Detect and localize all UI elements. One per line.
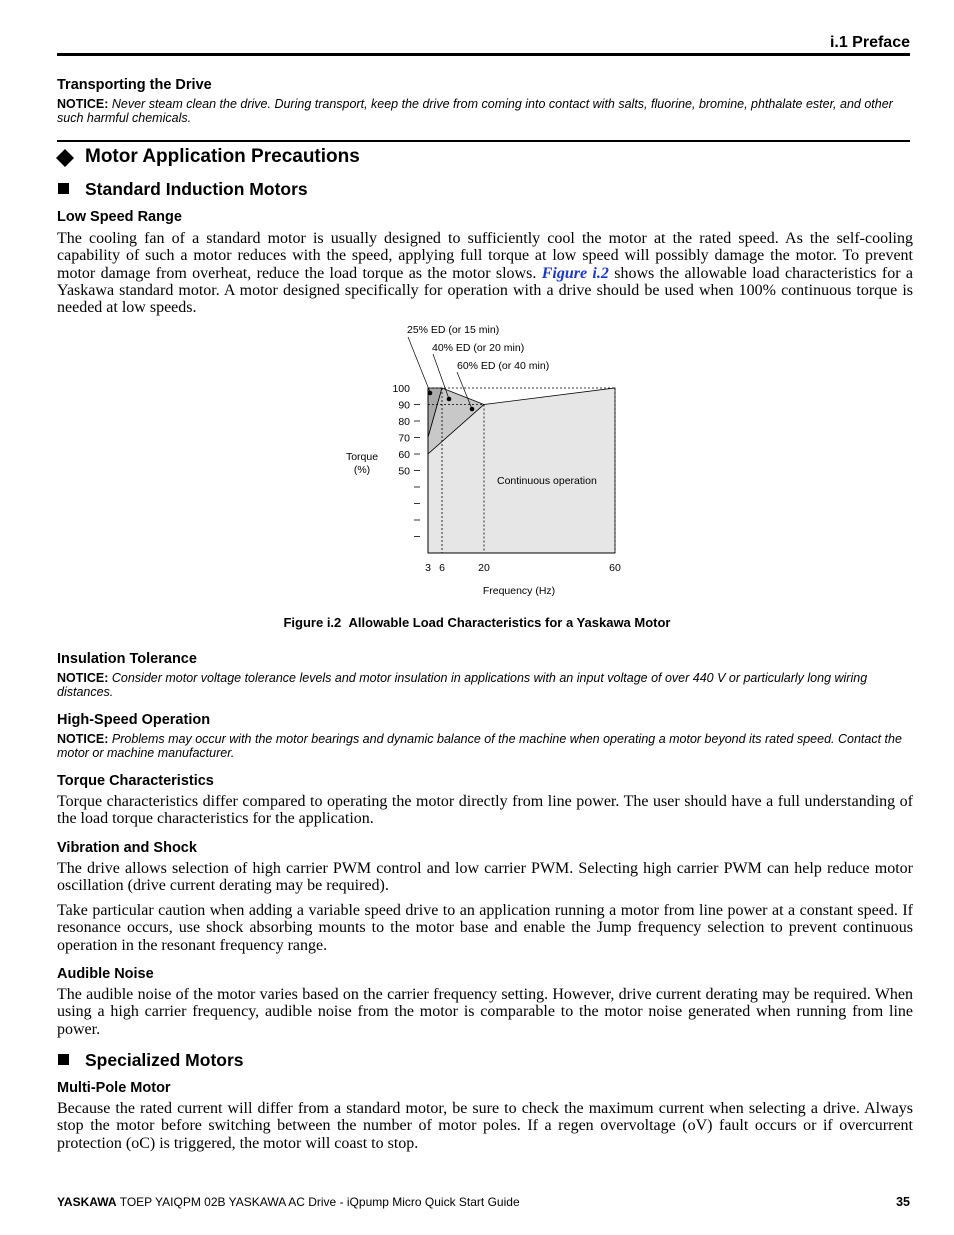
- continuous-label: Continuous operation: [497, 475, 597, 487]
- vibration-heading: Vibration and Shock: [57, 840, 197, 856]
- notice-text: Problems may occur with the motor bearings and dynamic balance of the machine when operating a motor beyond its rated speed. Contact the motor or machine manufacturer.: [57, 732, 902, 760]
- x-tick-label: 60: [609, 562, 621, 574]
- series-label-25: 25% ED (or 15 min): [407, 324, 500, 336]
- y-tick-label: 50: [398, 465, 410, 478]
- subsection-title-2: Specialized Motors: [85, 1050, 244, 1070]
- vibration-paragraph-2: Take particular caution when adding a variable speed drive to an application running a motor from line power at a constant speed. If resonance occurs, use shock absorbing mounts to the motor base and enable the Jump frequency selection to prevent continuous operation in the resonant frequency range.: [57, 902, 913, 954]
- figure-label: Figure i.2: [283, 615, 342, 630]
- footer-doc: TOEP YAIQPM 02B YASKAWA AC Drive - iQpump Micro Quick Start Guide: [119, 1195, 520, 1209]
- y-axis-label-line1: Torque: [345, 451, 379, 463]
- square-bullet-icon: [58, 1054, 69, 1065]
- x-tick-label: 3: [425, 562, 431, 574]
- multipole-heading: Multi-Pole Motor: [57, 1080, 171, 1096]
- figure-caption-text: Allowable Load Characteristics for a Yaskawa Motor: [348, 615, 671, 630]
- y-tick-label: 60: [398, 449, 410, 461]
- marker-60: [470, 407, 475, 412]
- x-tick-label: 20: [478, 562, 490, 574]
- y-tick-label: 70: [398, 432, 410, 445]
- series-label-40: 40% ED (or 20 min): [432, 342, 525, 354]
- section-title: Motor Application Precautions: [85, 146, 360, 167]
- x-ticks: [425, 562, 621, 574]
- audible-heading: Audible Noise: [57, 966, 154, 982]
- notice-label: NOTICE:: [57, 671, 109, 685]
- notice-label: NOTICE:: [57, 732, 109, 746]
- figure-link[interactable]: Figure i.2: [541, 264, 609, 282]
- notice-text: Never steam clean the drive. During transport, keep the drive from coming into contact with salts, fluorine, bromine, phthalate ester, and other such harmful chemicals.: [57, 97, 893, 125]
- torque-paragraph: Torque characteristics differ compared to operating the motor directly from line power. The user should have a full understanding of the load torque characteristics for the application.: [57, 793, 913, 828]
- vibration-paragraph-1: The drive allows selection of high carrier PWM control and low carrier PWM. Selecting high carrier PWM can help reduce motor oscillation (drive current derating may be required).: [57, 860, 913, 895]
- y-axis-label-line2: (%): [353, 464, 371, 476]
- notice-text: Consider motor voltage tolerance levels and motor insulation in applications with an input voltage of over 440 V or particularly long wiring distances.: [57, 671, 868, 699]
- series-label-60: 60% ED (or 40 min): [457, 360, 550, 372]
- high-speed-notice: [57, 732, 917, 760]
- transport-heading: Transporting the Drive: [57, 77, 212, 93]
- x-tick-label: 6: [439, 562, 445, 574]
- footer-brand: YASKAWA: [57, 1195, 117, 1209]
- y-tick-label: 90: [398, 399, 410, 412]
- leader-25: [408, 337, 430, 392]
- low-speed-text-b: shows the allowable load characteristics for a Yaskawa standard motor. A motor designed specifically for operation with a drive should be used when 100% continuous torque is needed at low speeds.: [57, 264, 913, 317]
- insulation-notice: [57, 671, 917, 699]
- high-speed-heading: High-Speed Operation: [57, 712, 211, 728]
- audible-paragraph: The audible noise of the motor varies based on the carrier frequency setting. However, drive current derating may be required. When using a high carrier frequency, audible noise from the motor is comparable to the motor noise generated when running from line power.: [57, 986, 913, 1038]
- figure-caption: [0, 615, 954, 630]
- subsection-title: Standard Induction Motors: [85, 179, 308, 199]
- running-header: i.1 Preface: [829, 34, 910, 51]
- y-ticks: [392, 383, 420, 537]
- low-speed-heading: Low Speed Range: [57, 209, 182, 225]
- multipole-paragraph: Because the rated current will differ from a standard motor, be sure to check the maximum current when selecting a drive. Always stop the motor before switching between the number of motor poles. If a regen overvoltage (oV) fault occurs or if overcurrent protection (oC) is triggered, the motor will coast to stop.: [57, 1100, 913, 1152]
- page-number: 35: [896, 1195, 910, 1209]
- marker-40: [447, 397, 452, 402]
- insulation-heading: Insulation Tolerance: [57, 651, 197, 667]
- x-axis-label: Frequency (Hz): [482, 585, 556, 597]
- low-speed-text-a: The cooling fan of a standard motor is usually designed to sufficiently cool the motor at the rated speed. As the self-cooling capability of such a motor reduces with the speed, applying full torque at low speed will possibly damage the motor. To prevent motor damage from overheat, reduce the load torque as the motor slows.: [57, 230, 913, 282]
- notice-label: NOTICE:: [57, 97, 109, 111]
- torque-heading: Torque Characteristics: [57, 773, 214, 789]
- y-tick-label: 80: [398, 416, 410, 428]
- footer: [57, 1195, 520, 1209]
- y-tick-label: 100: [392, 383, 410, 395]
